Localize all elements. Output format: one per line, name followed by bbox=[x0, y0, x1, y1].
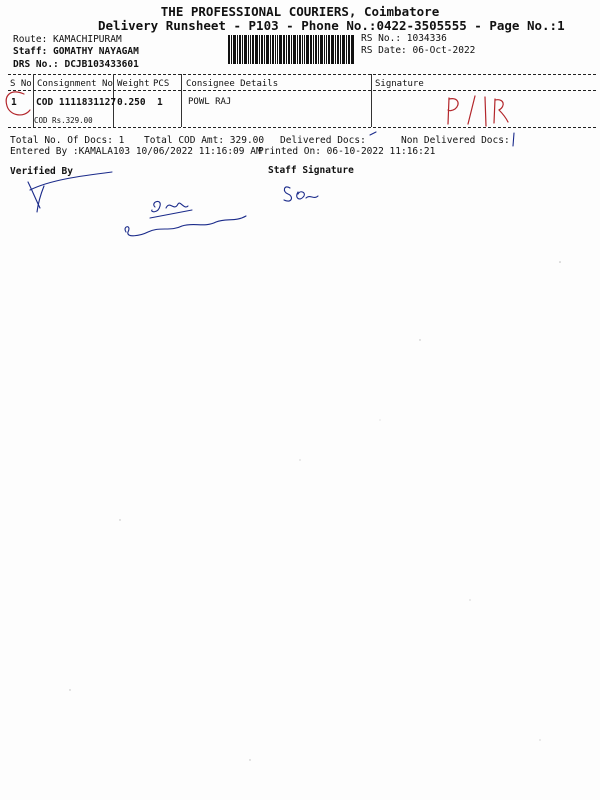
verified-by-signature bbox=[28, 172, 112, 212]
recipient-signature bbox=[448, 96, 508, 126]
barcode-image bbox=[228, 35, 354, 64]
delivered-tick-mark bbox=[370, 132, 376, 135]
col-header-signature: Signature bbox=[375, 79, 424, 89]
col-header-consignment: Consignment No bbox=[37, 79, 113, 89]
staff-signature-label: Staff Signature bbox=[268, 165, 354, 176]
printed-on: Printed On: 06-10-2022 11:16:21 bbox=[258, 146, 436, 157]
total-cod-amount: Total COD Amt: 329.00 bbox=[144, 135, 265, 146]
row-pcs: 1 bbox=[157, 97, 163, 108]
col-header-consignee: Consignee Details bbox=[186, 79, 279, 89]
delivered-docs: Delivered Docs: bbox=[280, 135, 366, 146]
staff-label: Staff: GOMATHY NAYAGAM bbox=[13, 46, 139, 57]
drs-label: DRS No.: DCJB103433601 bbox=[13, 59, 139, 70]
col-divider bbox=[181, 74, 182, 127]
col-header-weight: Weight bbox=[117, 79, 150, 89]
rs-date: RS Date: 06-Oct-2022 bbox=[361, 45, 476, 56]
total-docs: Total No. Of Docs: 1 bbox=[10, 135, 125, 146]
rs-number: RS No.: 1034336 bbox=[361, 33, 447, 44]
document-title: THE PROFESSIONAL COURIERS, Coimbatore bbox=[160, 4, 440, 19]
verified-by-label: Verified By bbox=[10, 166, 73, 177]
row-sno: 1 bbox=[11, 97, 17, 108]
staff-handwritten-signature bbox=[284, 187, 318, 201]
handwritten-name-signature bbox=[125, 201, 246, 235]
row-consignment-no: COD 1111831127 bbox=[36, 97, 117, 108]
table-header-rule bbox=[8, 90, 596, 91]
table-top-rule bbox=[8, 74, 596, 75]
table-bottom-rule bbox=[8, 127, 596, 128]
non-delivered-docs: Non Delivered Docs: bbox=[401, 135, 510, 146]
route-label: Route: KAMACHIPURAM bbox=[13, 34, 122, 45]
runsheet-subtitle: Delivery Runsheet - P103 - Phone No.:0422-3505555 - Page No.:1 bbox=[98, 18, 565, 33]
non-delivered-count-mark bbox=[513, 133, 514, 146]
col-header-sno: S No bbox=[10, 79, 32, 89]
row-consignee: POWL RAJ bbox=[188, 97, 232, 107]
col-divider bbox=[371, 74, 372, 127]
row-weight: 0.250 bbox=[117, 97, 146, 108]
col-header-pcs: PCS bbox=[153, 79, 170, 89]
row-circle-mark bbox=[6, 92, 30, 115]
row-cod-amount: COD Rs.329.00 bbox=[34, 116, 93, 125]
entered-by: Entered By :KAMALA103 10/06/2022 11:16:09 AM bbox=[10, 146, 262, 157]
scan-noise bbox=[69, 261, 561, 761]
